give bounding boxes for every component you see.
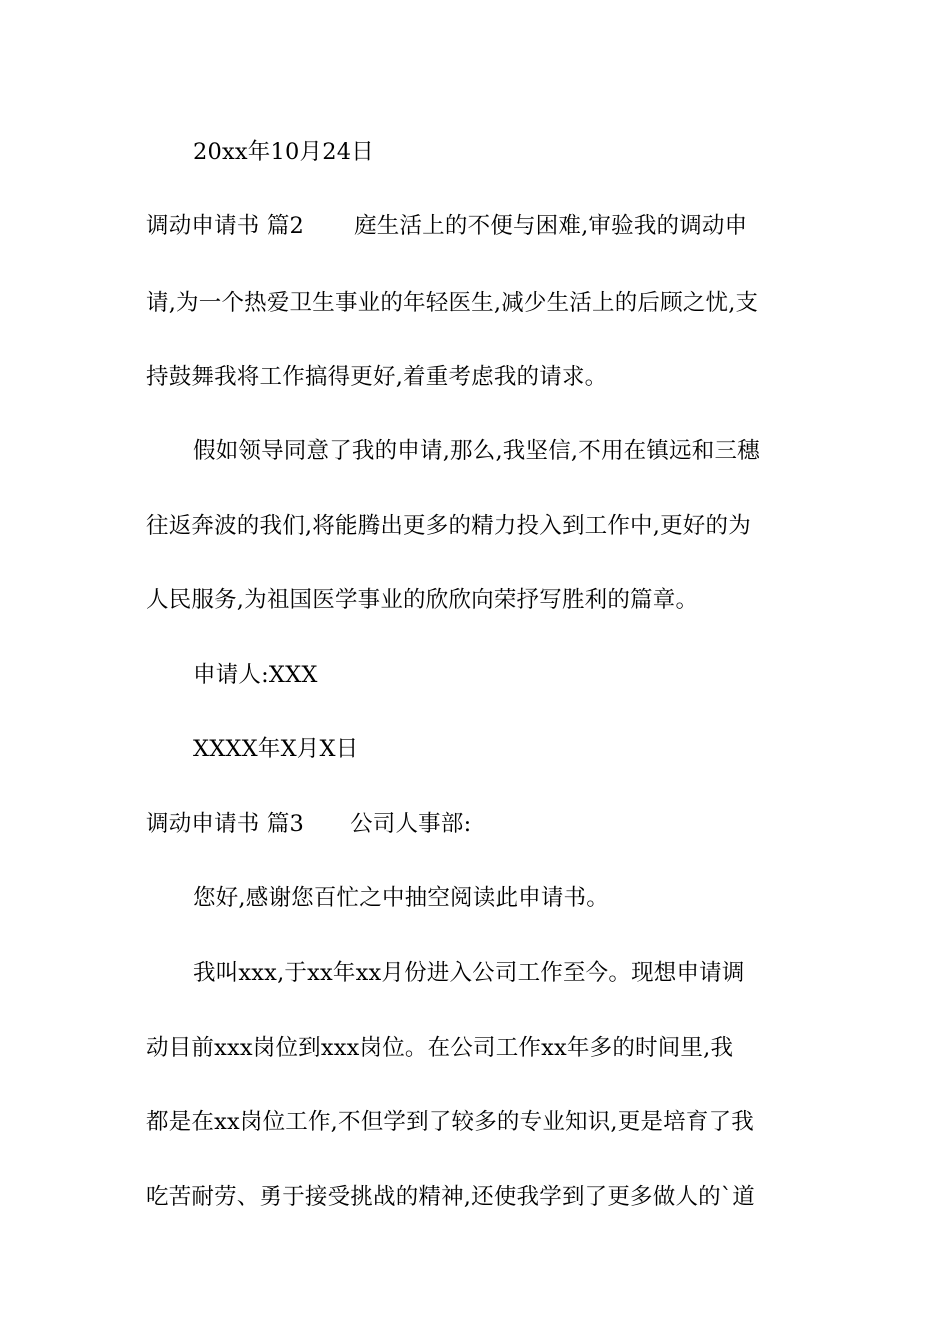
section2-first-line [146, 211, 816, 241]
section2-heading: 调动申请书 篇2 [146, 213, 305, 239]
section2-line3: 持鼓舞我将工作搞得更好,着重考虑我的请求。 [146, 364, 608, 390]
section3-greeting: 您好,感谢您百忙之中抽空阅读此申请书。 [193, 885, 609, 911]
section2-line2: 请,为一个热爱卫生事业的年轻医生,减少生活上的后顾之忧,支 [146, 290, 759, 316]
section3-body-line1: 我叫xxx,于xx年xx月份进入公司工作至今。现想申请调 [193, 960, 745, 986]
section3-heading: 调动申请书 篇3 [146, 811, 305, 837]
section2-para2-line1: 假如领导同意了我的申请,那么,我坚信,不用在镇远和三穗 [193, 438, 760, 464]
section2-para2-line2: 往返奔波的我们,将能腾出更多的精力投入到工作中,更好的为 [146, 513, 751, 539]
section3-body-line2: 动目前xxx岗位到xxx岗位。在公司工作xx年多的时间里,我 [146, 1035, 734, 1061]
section2-line1-text: 庭生活上的不便与困难,审验我的调动申 [354, 213, 748, 239]
section3-salutation: 公司人事部: [350, 811, 472, 837]
section3-first-line [146, 809, 816, 839]
section3-body-line4: 吃苦耐劳、勇于接受挑战的精神,还使我学到了更多做人的`道 [146, 1184, 756, 1210]
date-line: 20xx年10月24日 [193, 139, 374, 165]
section3-body-line3: 都是在xx岗位工作,不但学到了较多的专业知识,更是培育了我 [146, 1109, 754, 1135]
applicant-line: 申请人:XXX [193, 662, 318, 688]
section2-para2-line3: 人民服务,为祖国医学事业的欣欣向荣抒写胜利的篇章。 [146, 587, 699, 613]
signature-date: XXXX年X月X日 [193, 736, 359, 762]
